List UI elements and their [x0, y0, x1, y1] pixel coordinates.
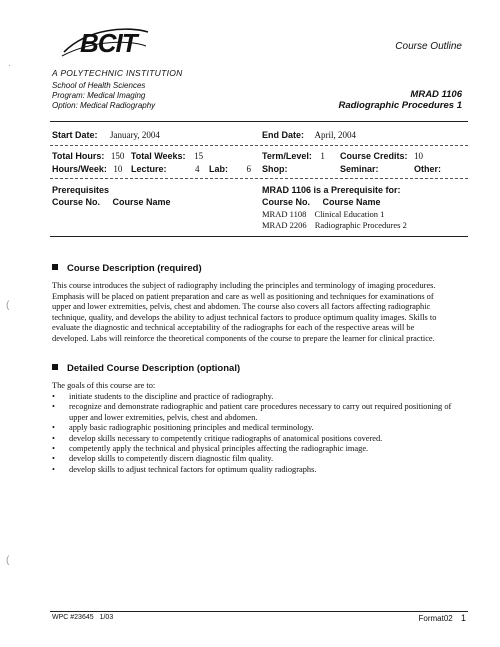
- prereq-for-course-name: Clinical Education 1: [314, 209, 385, 219]
- description-line: developed. Labs will reinforce the theoretical components of the course to prepare the learner for clinical practice.: [52, 333, 435, 343]
- lecture-value: 4: [195, 164, 200, 174]
- list-item: [262, 209, 384, 219]
- hours-week-label: Hours/Week:: [52, 164, 107, 174]
- hours-week-row: [52, 164, 122, 174]
- prereq-for-label: MRAD 1106 is a Prerequisite for:: [262, 185, 401, 195]
- page-number: 1: [460, 613, 466, 623]
- list-item: [52, 465, 472, 475]
- list-item: [52, 454, 472, 464]
- description-line: This course introduces the subject of radiography including the principles and terminology of imaging procedures.: [52, 281, 436, 290]
- seminar-label: Seminar:: [340, 164, 379, 174]
- detailed-description-heading: [52, 363, 240, 374]
- end-date-label: End Date:: [262, 130, 305, 140]
- prereq-for-course-no: MRAD 1108: [262, 209, 307, 219]
- prereq-for-course-no-header: Course No.: [262, 197, 311, 207]
- logo-text: BCIT: [80, 28, 137, 58]
- shop-label: Shop:: [262, 164, 288, 174]
- shop-row: [262, 164, 288, 174]
- prereq-course-name-header: Course Name: [112, 197, 171, 207]
- course-title: Radiographic Procedures 1: [338, 100, 462, 111]
- bullet-icon: •: [52, 392, 55, 401]
- goal-text: competently apply the technical and physical principles affecting the radiographic image.: [69, 444, 369, 454]
- bcit-logo: [58, 22, 150, 62]
- list-item: [52, 444, 472, 454]
- description-line: Emphasis will be placed on patient preparation and care as well as positioning and techniques for examinations of: [52, 291, 434, 301]
- start-date-row: [52, 130, 160, 140]
- school-info: [52, 81, 155, 111]
- footer-year: 1/03: [99, 614, 114, 621]
- prereq-divider: [50, 236, 468, 237]
- total-hours-value: 150: [110, 151, 125, 161]
- goal-text: initiate students to the discipline and practice of radiography.: [69, 392, 274, 401]
- header-divider: [50, 121, 468, 122]
- start-date-label: Start Date:: [52, 130, 98, 140]
- other-row: [414, 164, 441, 174]
- prereq-heading: [52, 185, 109, 195]
- credits-row: [340, 151, 423, 161]
- bullet-icon: •: [52, 402, 55, 412]
- bullet-icon: •: [52, 464, 55, 474]
- lab-label: Lab:: [209, 164, 228, 174]
- prereq-for-heading: [262, 185, 401, 195]
- seminar-row: [340, 164, 379, 174]
- bullet-icon: •: [52, 423, 55, 433]
- prereq-for-course-no: MRAD 2206: [262, 220, 307, 230]
- goals-intro: The goals of this course are to:: [52, 381, 156, 390]
- footer-divider: [50, 611, 468, 612]
- scan-mark: ·: [8, 60, 12, 71]
- square-bullet-icon: [52, 364, 58, 370]
- option-name: Option: Medical Radiography: [52, 101, 156, 110]
- course-description-title: Course Description (required): [67, 263, 202, 274]
- bullet-icon: •: [52, 444, 55, 454]
- list-item: [52, 392, 472, 402]
- prereq-label: Prerequisites: [52, 185, 110, 195]
- bullet-icon: •: [52, 433, 55, 443]
- hours-week-value: 10: [113, 164, 123, 174]
- bullet-icon: •: [52, 454, 55, 464]
- detailed-description-title: Detailed Course Description (optional): [67, 363, 241, 374]
- credits-label: Course Credits:: [340, 151, 408, 161]
- term-value: 1: [320, 151, 325, 161]
- description-line: technique, quality, and develops the ability to adjust technical factors to produce optimum quality images. Skills to: [52, 312, 437, 322]
- goal-text: develop skills to adjust technical factors for optimum quality radiographs.: [69, 464, 317, 474]
- dates-divider: [50, 145, 468, 146]
- lab-value: 6: [246, 164, 252, 174]
- lecture-label: Lecture:: [131, 164, 167, 174]
- scan-mark: (: [6, 555, 10, 566]
- total-weeks-value: 15: [194, 151, 204, 161]
- school-name: School of Health Sciences: [52, 81, 146, 90]
- prereq-for-course-name: Radiographic Procedures 2: [314, 220, 407, 230]
- hours-divider: [50, 178, 468, 179]
- footer-form: Format02: [418, 614, 453, 623]
- list-item: [52, 402, 472, 423]
- prereq-course-no-header: Course No.: [52, 197, 101, 207]
- credits-value: 10: [414, 151, 424, 161]
- course-code: MRAD 1106: [410, 89, 462, 100]
- goals-list: [52, 392, 472, 475]
- footer-right: [419, 613, 466, 623]
- course-identifier: [338, 89, 462, 111]
- prereq-columns: [52, 197, 171, 207]
- description-line: evaluate the diagnostic and technical acceptability of the radiographs for each of the respective areas will be: [52, 323, 415, 333]
- course-description-text: [52, 281, 472, 345]
- term-row: [262, 151, 325, 161]
- prereq-for-course-name-header: Course Name: [322, 197, 381, 207]
- list-item: [52, 423, 472, 433]
- lab-row: [209, 164, 251, 174]
- list-item: [52, 434, 472, 444]
- goal-text: develop skills to competently discern diagnostic film quality.: [69, 454, 274, 464]
- document-type: Course Outline: [395, 41, 462, 52]
- prereq-for-columns: [262, 197, 381, 207]
- lecture-row: [131, 164, 200, 174]
- goal-text: develop skills necessary to competently critique radiographs of anatomical positions covered.: [69, 433, 383, 443]
- end-date-value: April, 2004: [314, 130, 357, 140]
- square-bullet-icon: [52, 264, 58, 270]
- end-date-row: [262, 130, 356, 140]
- total-weeks-label: Total Weeks:: [130, 151, 186, 161]
- institution-tagline: A POLYTECHNIC INSTITUTION: [52, 68, 183, 78]
- total-hours-label: Total Hours:: [52, 151, 105, 161]
- program-name: Program: Medical Imaging: [52, 91, 146, 100]
- goal-text: recognize and demonstrate radiographic and patient care procedures necessary to carry out required positioning of upper and lower extremities, pelvis, chest and abdomen.: [69, 402, 452, 422]
- scan-mark: (: [6, 300, 10, 311]
- footer-doc-id: WPC #23645: [52, 614, 94, 621]
- description-line: upper and lower extremities, pelvis, chest and abdomen. The course also covers all factors affecting radiographic: [52, 302, 431, 312]
- totals-row: [52, 151, 203, 161]
- term-label: Term/Level:: [262, 151, 312, 161]
- goal-text: apply basic radiographic positioning principles and medical terminology.: [69, 423, 314, 433]
- course-description-heading: [52, 263, 202, 274]
- start-date-value: January, 2004: [110, 130, 160, 140]
- list-item: [262, 220, 407, 230]
- footer-left: [52, 614, 113, 621]
- other-label: Other:: [414, 164, 441, 174]
